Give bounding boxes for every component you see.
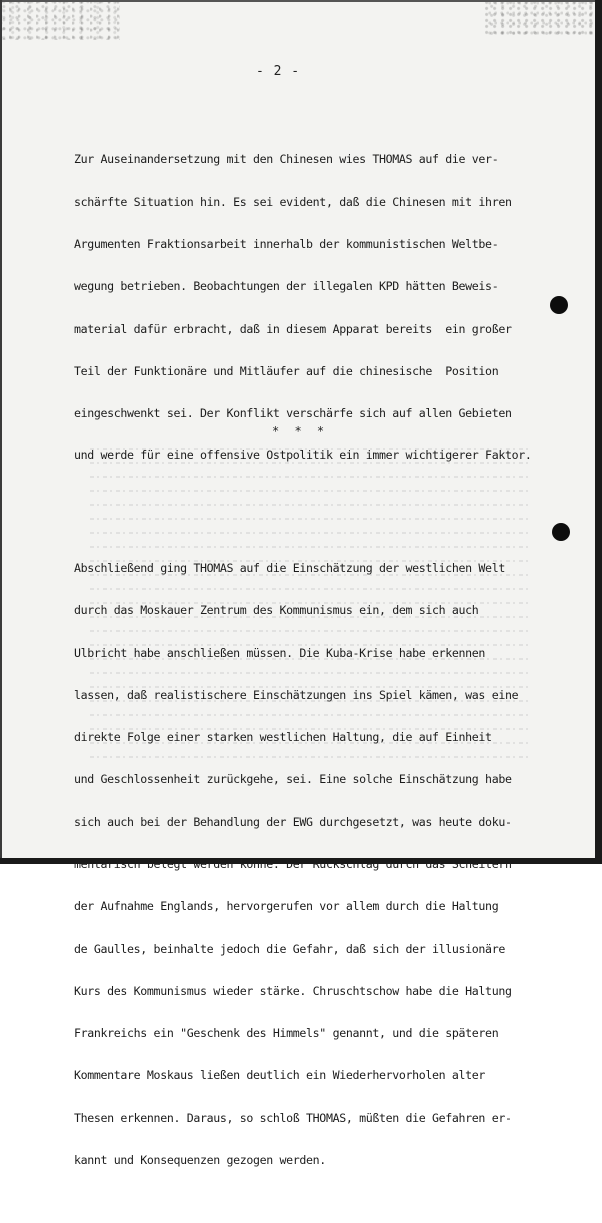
text-line: und Geschlossenheit zurückgehe, sei. Eine solche Einschätzung habe — [74, 772, 512, 787]
scan-noise-top-left — [0, 0, 120, 40]
punch-hole-top — [550, 296, 568, 314]
punch-hole-bottom — [552, 523, 570, 541]
text-line: lassen, daß realistischere Einschätzungen ins Spiel kämen, was eine — [74, 687, 519, 702]
text-line: der Aufnahme Englands, hervorgerufen vor allem durch die Haltung — [74, 899, 499, 914]
scan-border-left — [0, 0, 2, 864]
text-line: mentarisch belegt werden könne. Der Rückschlag durch das Scheitern — [74, 856, 512, 871]
text-line: Kommentare Moskaus ließen deutlich ein Wiederhervorholen alter — [74, 1068, 486, 1083]
text-line: direkte Folge einer starken westlichen Haltung, die auf Einheit — [74, 730, 492, 745]
scan-border-top — [0, 0, 602, 2]
text-line: Zur Auseinandersetzung mit den Chinesen wies THOMAS auf die ver- — [74, 152, 499, 167]
text-line: und werde für eine offensive Ostpolitik ein immer wichtigerer Faktor. — [74, 448, 532, 463]
text-line: Teil der Funktionäre und Mitläufer auf die chinesische Position — [74, 363, 499, 378]
text-line: durch das Moskauer Zentrum des Kommunismus ein, dem sich auch — [74, 603, 479, 618]
scan-border-right — [595, 0, 602, 864]
page-number: - 2 - — [256, 64, 301, 79]
text-line: Argumenten Fraktionsarbeit innerhalb der kommunistischen Weltbe- — [74, 236, 499, 251]
text-line: sich auch bei der Behandlung der EWG durchgesetzt, was heute doku- — [74, 814, 512, 829]
text-line: Thesen erkennen. Daraus, so schloß THOMAS, müßten die Gefahren er- — [74, 1110, 512, 1125]
text-line: de Gaulles, beinhalte jedoch die Gefahr, daß sich der illusionäre — [74, 941, 505, 956]
text-line: Frankreichs ein "Geschenk des Himmels" genannt, und die späteren — [74, 1026, 499, 1041]
text-line: wegung betrieben. Beobachtungen der illegalen KPD hätten Beweis- — [74, 279, 499, 294]
scan-noise-top-right — [485, 0, 595, 36]
reverse-side-bleed-through — [90, 440, 530, 770]
text-line: eingeschwenkt sei. Der Konflikt verschärfe sich auf allen Gebieten — [74, 406, 512, 421]
text-line: kannt und Konsequenzen gezogen werden. — [74, 1152, 326, 1167]
section-separator: * * * — [272, 424, 329, 438]
text-line: Kurs des Kommunismus wieder stärke. Chruschtschow habe die Haltung — [74, 983, 512, 998]
text-line: Abschließend ging THOMAS auf die Einschätzung der westlichen Welt — [74, 561, 505, 575]
text-line: schärfte Situation hin. Es sei evident, daß die Chinesen mit ihren — [74, 194, 512, 209]
text-line: material dafür erbracht, daß in diesem Apparat bereits ein großer — [74, 321, 512, 336]
text-line: Ulbricht habe anschließen müssen. Die Kuba-Krise habe erkennen — [74, 645, 486, 660]
